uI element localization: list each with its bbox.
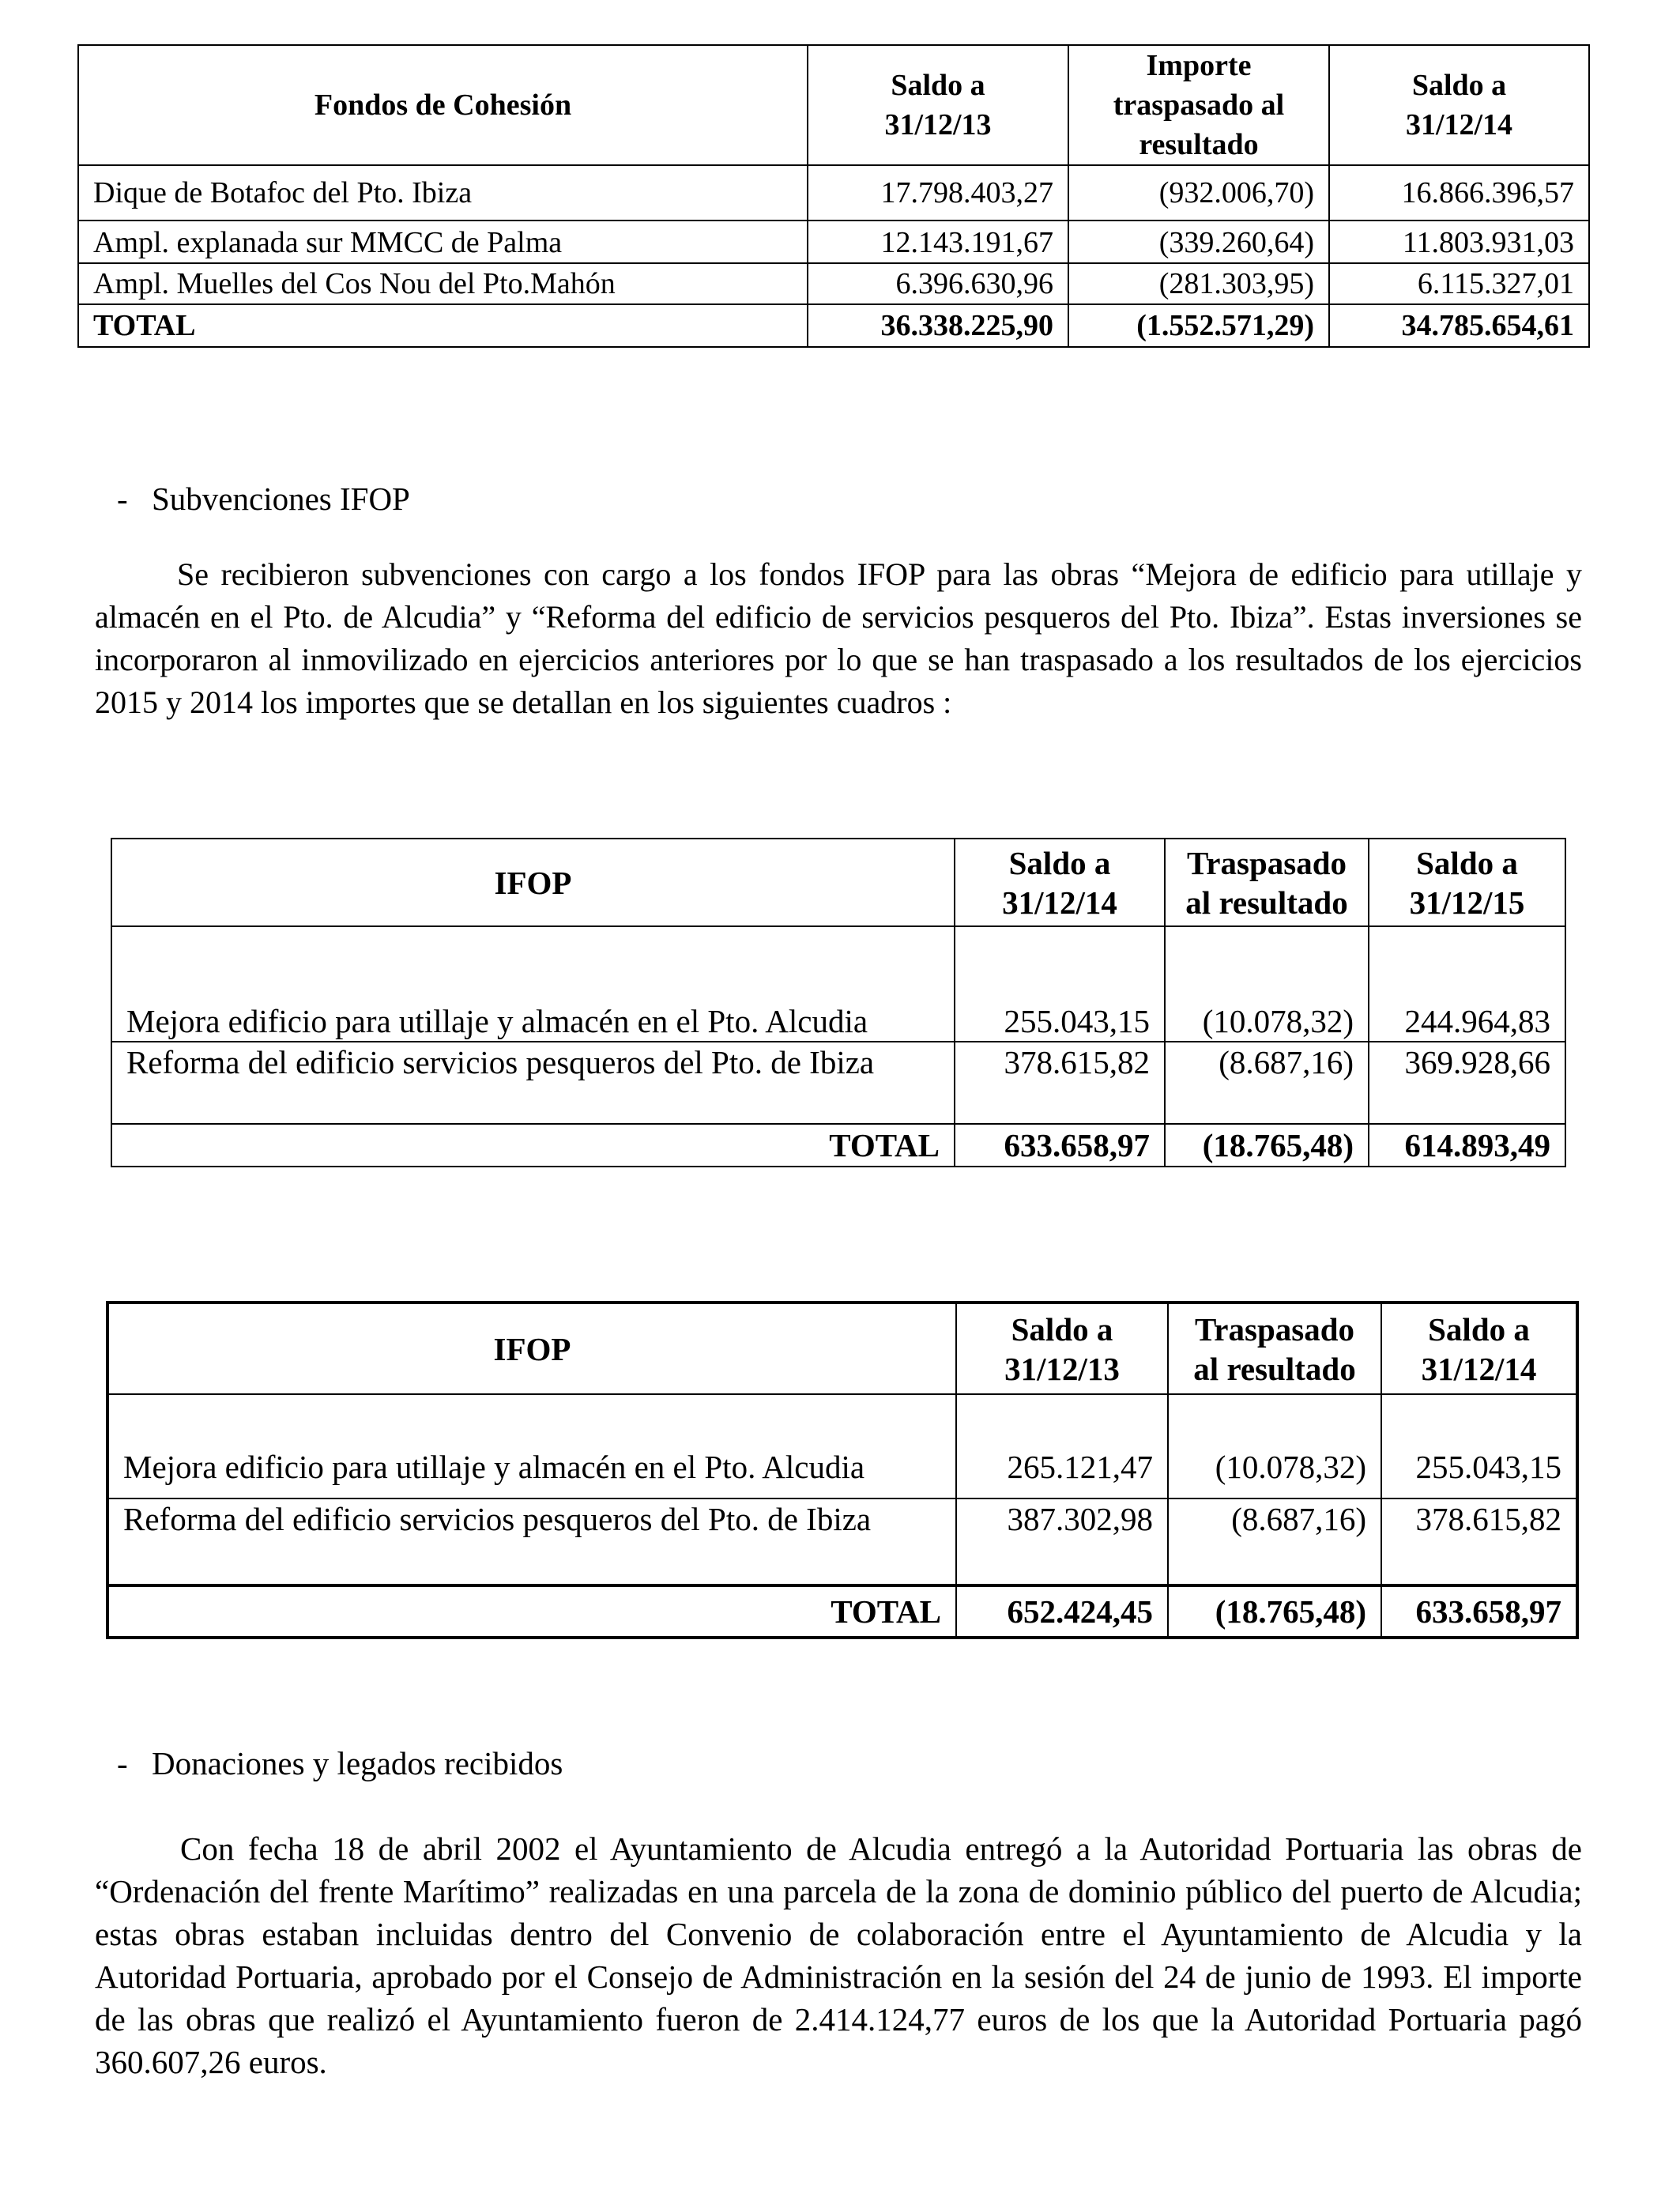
paragraph-donaciones: Con fecha 18 de abril 2002 el Ayuntamiento de Alcudia entregó a la Autoridad Portuaria las obras de “Ordenación del frente Marítimo” realizadas en una parcela de la zona de dominio público del puerto de Alcudia; estas obras estaban incluidas dentro del Convenio de colaboración entre el Ayuntamiento de Alcudia y la Autoridad Portuaria, aprobado por el Consejo de Administración en la sesión del 24 de junio de 1993. El importe de las obras que realizó el Ayuntamiento fueron de 2.414.124,77 euros de los que la Autoridad Portuaria pagó 360.607,26 euros. [95,1830,1582,2080]
table-total-row [111,1124,1565,1167]
cell-value: 255.043,15 [1381,1394,1577,1498]
total-value: (18.765,48) [1168,1585,1381,1638]
cell-value: (10.078,32) [1168,1394,1381,1498]
header-cell: Saldo a 31/12/13 [808,45,1068,165]
header-cell: Saldo a 31/12/14 [1381,1302,1577,1394]
total-value: 34.785.654,61 [1329,304,1589,347]
header-cell: Saldo a 31/12/13 [956,1302,1168,1394]
table-row [107,1394,1577,1498]
section-heading-donaciones: - Donaciones y legados recibidos [117,1742,563,1785]
cell-value: 16.866.396,57 [1329,165,1589,221]
cohesion-funds-table [77,44,1590,348]
cell-value: (8.687,16) [1165,1042,1369,1124]
table-row [78,221,1589,263]
total-label: TOTAL [78,304,808,347]
row-label: Reforma del edificio servicios pesqueros del Pto. de Ibiza [111,1042,955,1124]
row-label: Reforma del edificio servicios pesqueros del Pto. de Ibiza [107,1498,956,1585]
total-value: 633.658,97 [955,1124,1165,1167]
header-cell: Saldo a 31/12/14 [1329,45,1589,165]
total-value: 614.893,49 [1369,1124,1565,1167]
total-value: (1.552.571,29) [1068,304,1329,347]
cell-value: 265.121,47 [956,1394,1168,1498]
cell-value: 17.798.403,27 [808,165,1068,221]
total-value: 36.338.225,90 [808,304,1068,347]
cell-value: 11.803.931,03 [1329,221,1589,263]
total-value: (18.765,48) [1165,1124,1369,1167]
bullet-dash: - [117,1745,128,1781]
row-label: Dique de Botafoc del Pto. Ibiza [78,165,808,221]
header-cell: Traspasado al resultado [1165,839,1369,926]
ifop-table-2014 [106,1301,1579,1639]
table-total-row [78,304,1589,347]
row-label: Mejora edificio para utillaje y almacén en el Pto. Alcudia [107,1394,956,1498]
header-cell: IFOP [111,839,955,926]
table-row [111,926,1565,1042]
table-header-row [78,45,1589,165]
table-row [107,1498,1577,1585]
cell-value: 255.043,15 [955,926,1165,1042]
row-label: Ampl. Muelles del Cos Nou del Pto.Mahón [78,263,808,304]
cell-value: (932.006,70) [1068,165,1329,221]
header-cell: Saldo a 31/12/15 [1369,839,1565,926]
total-label: TOTAL [107,1585,956,1638]
cell-value: 378.615,82 [955,1042,1165,1124]
ifop-table-2015 [111,838,1566,1167]
total-value: 652.424,45 [956,1585,1168,1638]
row-label: Mejora edificio para utillaje y almacén en el Pto. Alcudia [111,926,955,1042]
cell-value: 6.115.327,01 [1329,263,1589,304]
cell-value: 12.143.191,67 [808,221,1068,263]
bullet-dash: - [117,481,128,517]
cell-value: 6.396.630,96 [808,263,1068,304]
cell-value: 387.302,98 [956,1498,1168,1585]
cell-value: 369.928,66 [1369,1042,1565,1124]
cell-value: 378.615,82 [1381,1498,1577,1585]
table-header-row [111,839,1565,926]
table-row [78,263,1589,304]
header-cell: Traspasado al resultado [1168,1302,1381,1394]
section-heading-ifop: - Subvenciones IFOP [117,477,410,520]
cell-value: (8.687,16) [1168,1498,1381,1585]
row-label: Ampl. explanada sur MMCC de Palma [78,221,808,263]
total-value: 633.658,97 [1381,1585,1577,1638]
table-header-row [107,1302,1577,1394]
header-cell: IFOP [107,1302,956,1394]
header-cell: Saldo a 31/12/14 [955,839,1165,926]
header-cell: Fondos de Cohesión [78,45,808,165]
cell-value: (10.078,32) [1165,926,1369,1042]
paragraph-ifop: Se recibieron subvenciones con cargo a los fondos IFOP para las obras “Mejora de edificio para utillaje y almacén en el Pto. de Alcudia” y “Reforma del edificio de servicios pesqueros del Pto. Ibiza”. Estas inversiones se incorporaron al inmovilizado en ejercicios anteriores por lo que se han traspasado a los resultados de los ejercicios 2015 y 2014 los importes que se detallan en los siguientes cuadros : [95,556,1582,720]
header-cell: Importe traspasado al resultado [1068,45,1329,165]
table-row [78,165,1589,221]
cell-value: (339.260,64) [1068,221,1329,263]
table-total-row [107,1585,1577,1638]
cell-value: 244.964,83 [1369,926,1565,1042]
total-label: TOTAL [111,1124,955,1167]
cell-value: (281.303,95) [1068,263,1329,304]
table-row [111,1042,1565,1124]
